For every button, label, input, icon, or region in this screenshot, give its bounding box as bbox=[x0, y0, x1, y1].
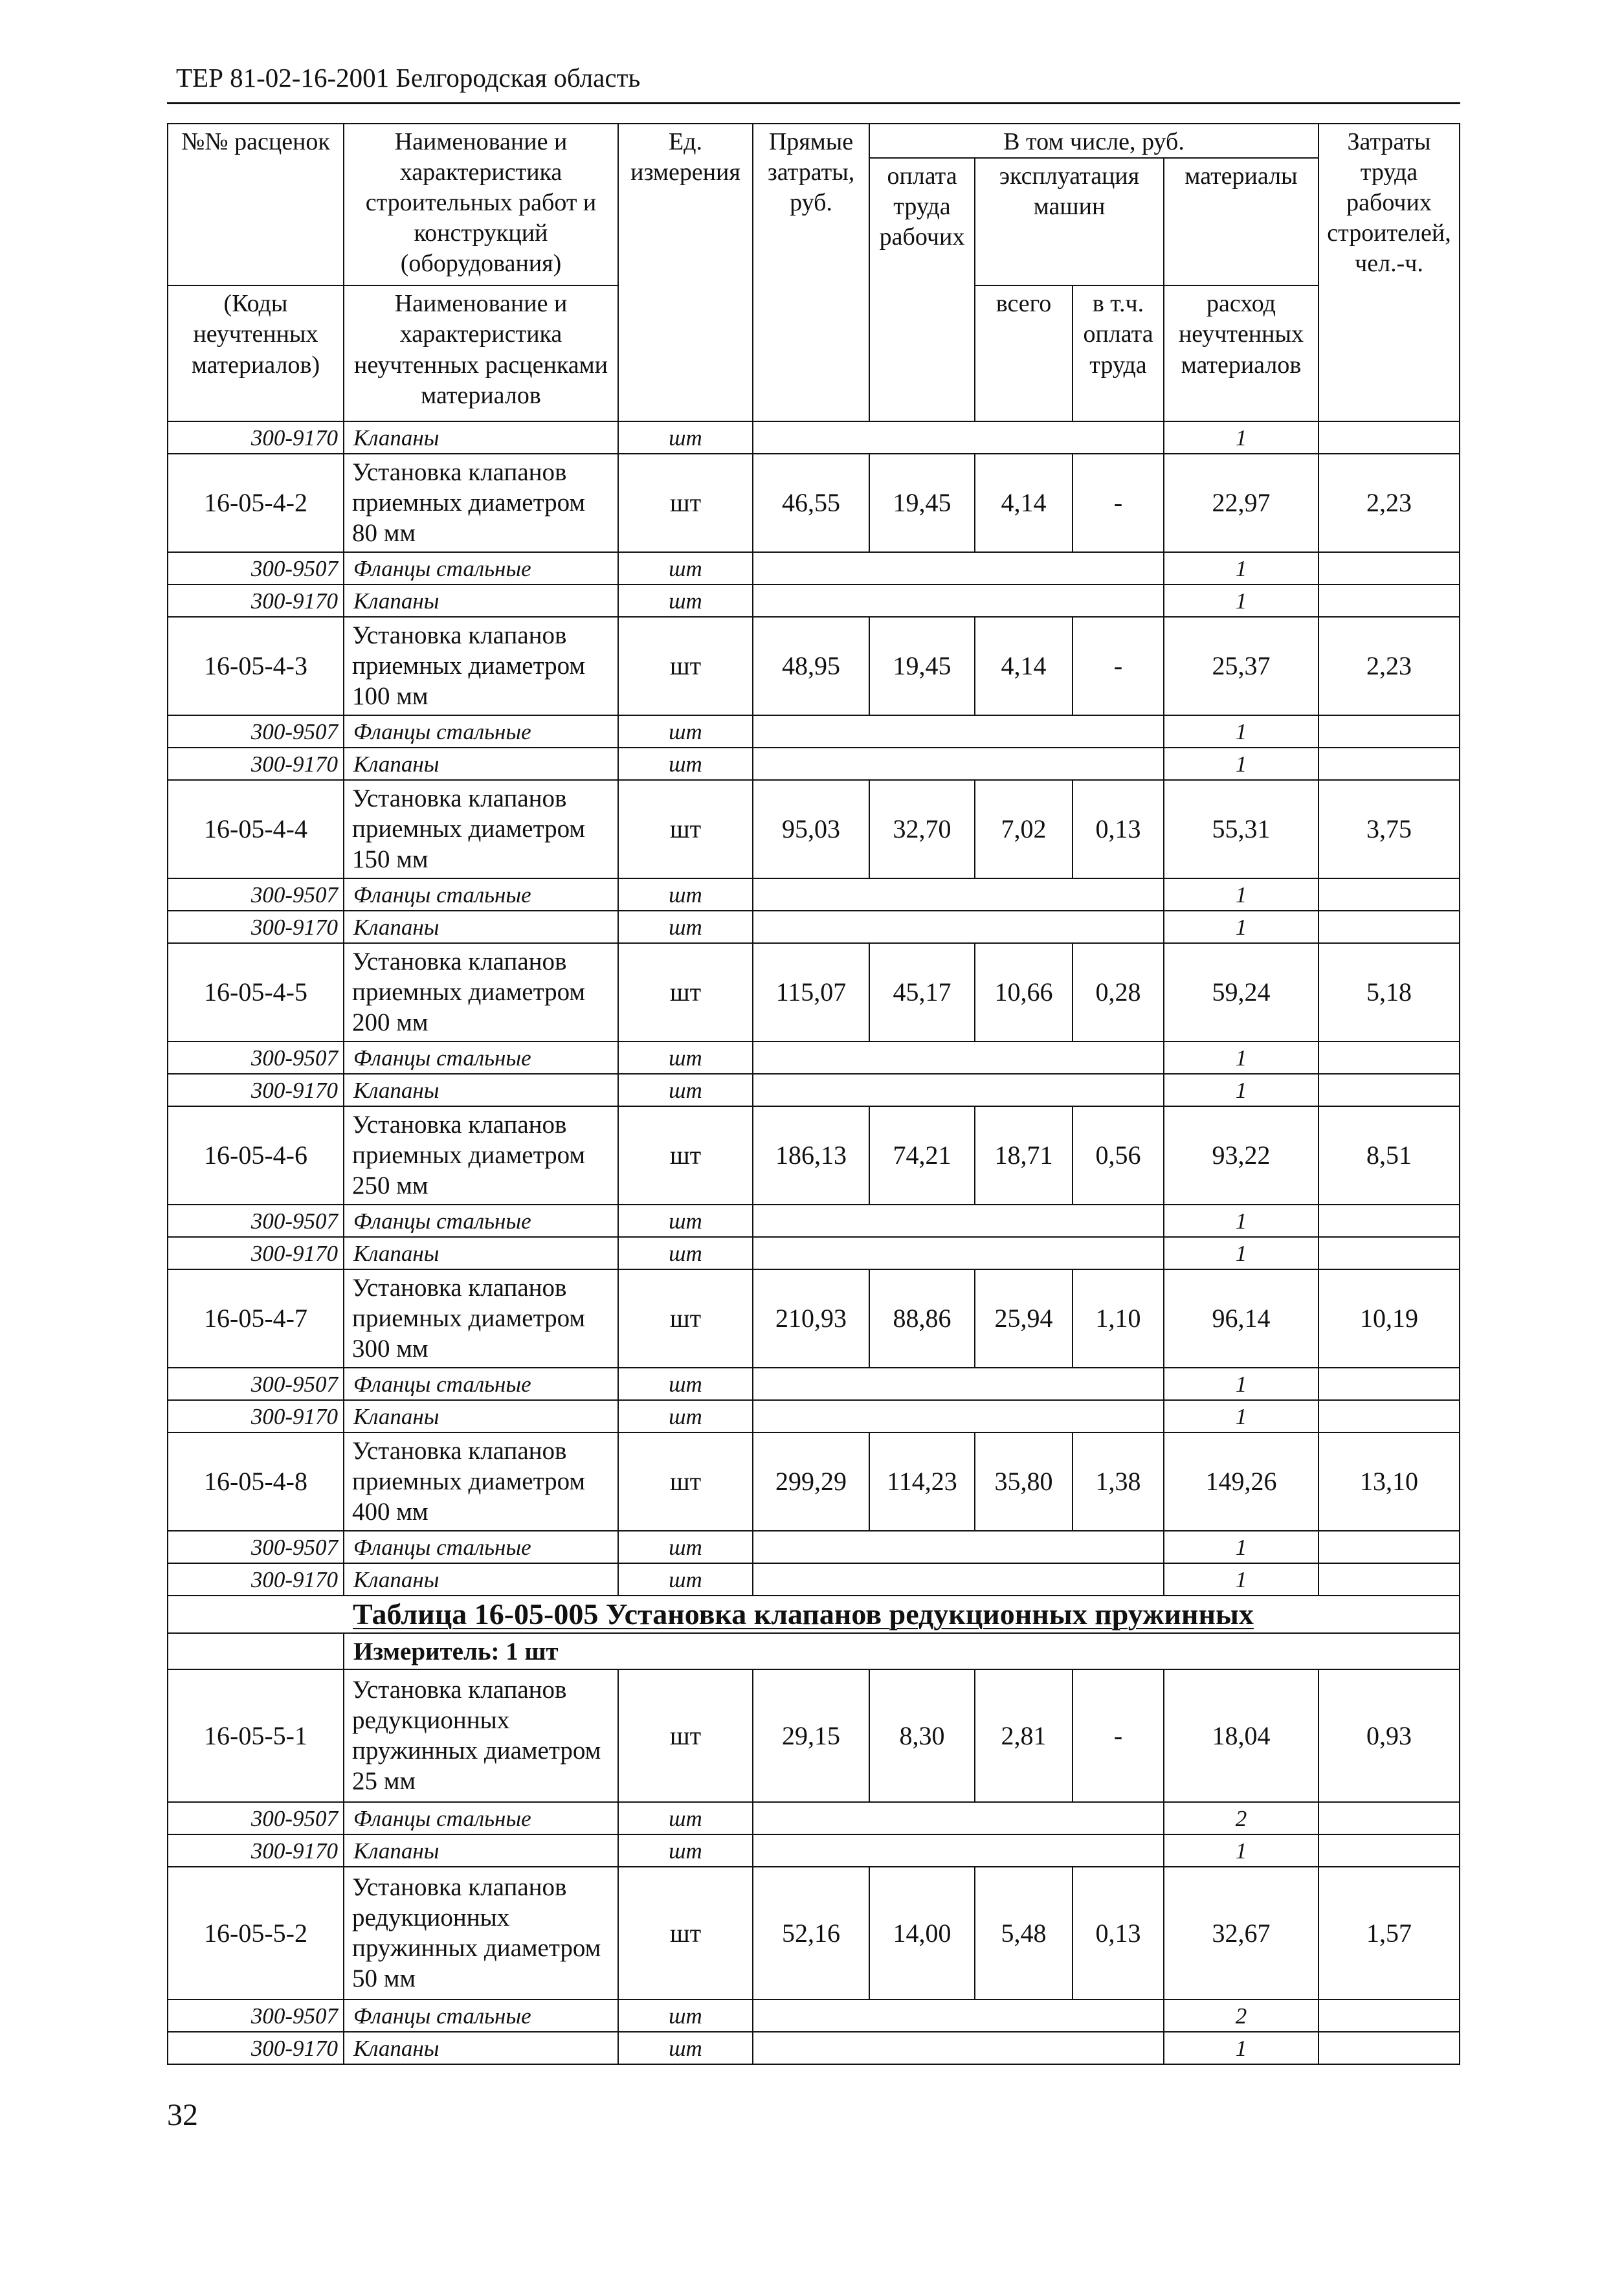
material-code: 300-9170 bbox=[168, 421, 344, 454]
rate-row bbox=[168, 943, 1460, 1041]
material-row bbox=[168, 1999, 1460, 2032]
material-blank bbox=[753, 911, 1164, 943]
rate-machines-total: 7,02 bbox=[975, 780, 1073, 878]
rate-row bbox=[168, 454, 1460, 552]
rate-code: 16-05-4-4 bbox=[168, 780, 344, 878]
material-unit: шт bbox=[618, 1531, 753, 1563]
material-row bbox=[168, 1205, 1460, 1237]
col-code-header: №№ расценок bbox=[168, 124, 344, 285]
material-qty: 1 bbox=[1164, 1531, 1318, 1563]
col-name-sub-header: Наименование и характеристика неучтенных расценками материалов bbox=[344, 285, 618, 421]
material-blank bbox=[753, 1368, 1164, 1400]
material-hours-blank bbox=[1318, 552, 1460, 585]
col-code-sub-header: (Коды неучтенных материалов) bbox=[168, 285, 344, 421]
material-name: Фланцы стальные bbox=[344, 552, 618, 585]
material-qty: 1 bbox=[1164, 1563, 1318, 1596]
col-unit-header: Ед. измерения bbox=[618, 124, 753, 421]
material-name: Фланцы стальные bbox=[344, 1041, 618, 1074]
material-code: 300-9170 bbox=[168, 1563, 344, 1596]
material-qty: 1 bbox=[1164, 1041, 1318, 1074]
material-unit: шт bbox=[618, 1237, 753, 1269]
material-name: Фланцы стальные bbox=[344, 878, 618, 911]
material-name: Фланцы стальные bbox=[344, 1205, 618, 1237]
material-hours-blank bbox=[1318, 1368, 1460, 1400]
material-blank bbox=[753, 1400, 1164, 1432]
rate-code: 16-05-4-6 bbox=[168, 1106, 344, 1205]
material-name: Клапаны bbox=[344, 911, 618, 943]
rate-machines-total: 5,48 bbox=[975, 1867, 1073, 1999]
material-blank bbox=[753, 1041, 1164, 1074]
rate-labor-hours: 10,19 bbox=[1318, 1269, 1460, 1368]
material-name: Клапаны bbox=[344, 748, 618, 780]
rate-name: Установка клапанов редукционных пружинных диаметром 25 мм bbox=[344, 1669, 618, 1802]
material-code: 300-9507 bbox=[168, 1999, 344, 2032]
material-hours-blank bbox=[1318, 1999, 1460, 2032]
machines-header-spacer bbox=[975, 222, 1164, 285]
material-blank bbox=[753, 1999, 1164, 2032]
rate-labor-pay: 14,00 bbox=[869, 1867, 975, 1999]
rate-materials: 59,24 bbox=[1164, 943, 1318, 1041]
table-title: Таблица 16-05-005 Установка клапанов редукционных пружинных bbox=[344, 1596, 1460, 1633]
rate-machines-total: 35,80 bbox=[975, 1432, 1073, 1531]
rate-machines-labor: 0,56 bbox=[1073, 1106, 1164, 1205]
rate-labor-hours: 8,51 bbox=[1318, 1106, 1460, 1205]
rate-machines-total: 4,14 bbox=[975, 454, 1073, 552]
rate-machines-total: 10,66 bbox=[975, 943, 1073, 1041]
rate-machines-labor: 0,13 bbox=[1073, 780, 1164, 878]
rate-labor-pay: 114,23 bbox=[869, 1432, 975, 1531]
material-code: 300-9507 bbox=[168, 1531, 344, 1563]
rate-code: 16-05-4-5 bbox=[168, 943, 344, 1041]
rate-direct-cost: 29,15 bbox=[753, 1669, 869, 1802]
material-row bbox=[168, 1531, 1460, 1563]
material-qty: 1 bbox=[1164, 421, 1318, 454]
material-name: Фланцы стальные bbox=[344, 1531, 618, 1563]
material-row bbox=[168, 1368, 1460, 1400]
material-hours-blank bbox=[1318, 878, 1460, 911]
material-blank bbox=[753, 715, 1164, 748]
rate-labor-pay: 74,21 bbox=[869, 1106, 975, 1205]
col-name-header: Наименование и характеристика строительных работ и конструкций (оборудования) bbox=[344, 124, 618, 285]
material-code: 300-9170 bbox=[168, 585, 344, 617]
material-unit: шт bbox=[618, 585, 753, 617]
material-code: 300-9507 bbox=[168, 1041, 344, 1074]
rate-labor-hours: 5,18 bbox=[1318, 943, 1460, 1041]
material-code: 300-9170 bbox=[168, 1074, 344, 1106]
rate-materials: 18,04 bbox=[1164, 1669, 1318, 1802]
col-materials-header: материалы bbox=[1164, 158, 1318, 222]
col-incl-header: В том числе, руб. bbox=[869, 124, 1318, 158]
rate-direct-cost: 186,13 bbox=[753, 1106, 869, 1205]
measure-unit-label: Измеритель: 1 шт bbox=[344, 1633, 1460, 1669]
material-unit: шт bbox=[618, 1563, 753, 1596]
rate-unit: шт bbox=[618, 1669, 753, 1802]
material-qty: 1 bbox=[1164, 1205, 1318, 1237]
material-hours-blank bbox=[1318, 1237, 1460, 1269]
rate-labor-pay: 19,45 bbox=[869, 454, 975, 552]
material-qty: 2 bbox=[1164, 1999, 1318, 2032]
rate-machines-labor: 0,28 bbox=[1073, 943, 1164, 1041]
material-name: Клапаны bbox=[344, 1400, 618, 1432]
material-unit: шт bbox=[618, 911, 753, 943]
rate-labor-pay: 32,70 bbox=[869, 780, 975, 878]
material-qty: 1 bbox=[1164, 585, 1318, 617]
rate-row bbox=[168, 1669, 1460, 1802]
rate-row bbox=[168, 617, 1460, 715]
material-code: 300-9170 bbox=[168, 911, 344, 943]
material-name: Клапаны bbox=[344, 1563, 618, 1596]
material-blank bbox=[753, 1237, 1164, 1269]
rate-labor-hours: 2,23 bbox=[1318, 617, 1460, 715]
material-hours-blank bbox=[1318, 1400, 1460, 1432]
material-code: 300-9507 bbox=[168, 715, 344, 748]
rate-materials: 93,22 bbox=[1164, 1106, 1318, 1205]
rate-materials: 55,31 bbox=[1164, 780, 1318, 878]
rate-labor-hours: 13,10 bbox=[1318, 1432, 1460, 1531]
measure-row bbox=[168, 1633, 1460, 1669]
rate-row bbox=[168, 1867, 1460, 1999]
material-qty: 1 bbox=[1164, 552, 1318, 585]
material-blank bbox=[753, 1834, 1164, 1867]
material-code: 300-9170 bbox=[168, 748, 344, 780]
col-materials-use-header: расход неучтенных материалов bbox=[1164, 285, 1318, 421]
rate-machines-labor: - bbox=[1073, 617, 1164, 715]
material-qty: 1 bbox=[1164, 1237, 1318, 1269]
material-unit: шт bbox=[618, 421, 753, 454]
material-name: Клапаны bbox=[344, 1834, 618, 1867]
material-hours-blank bbox=[1318, 421, 1460, 454]
rate-name: Установка клапанов приемных диаметром 400 мм bbox=[344, 1432, 618, 1531]
rate-code: 16-05-5-2 bbox=[168, 1867, 344, 1999]
material-qty: 1 bbox=[1164, 715, 1318, 748]
rate-code: 16-05-4-3 bbox=[168, 617, 344, 715]
material-unit: шт bbox=[618, 1999, 753, 2032]
material-hours-blank bbox=[1318, 911, 1460, 943]
material-row bbox=[168, 911, 1460, 943]
material-row bbox=[168, 1041, 1460, 1074]
material-code: 300-9507 bbox=[168, 552, 344, 585]
rate-machines-total: 2,81 bbox=[975, 1669, 1073, 1802]
material-unit: шт bbox=[618, 715, 753, 748]
rate-row bbox=[168, 780, 1460, 878]
rate-name: Установка клапанов приемных диаметром 200 мм bbox=[344, 943, 618, 1041]
material-unit: шт bbox=[618, 1074, 753, 1106]
table-title-row bbox=[168, 1596, 1460, 1633]
material-code: 300-9170 bbox=[168, 2032, 344, 2064]
rate-code: 16-05-5-1 bbox=[168, 1669, 344, 1802]
material-blank bbox=[753, 1205, 1164, 1237]
rate-machines-labor: - bbox=[1073, 1669, 1164, 1802]
material-hours-blank bbox=[1318, 1834, 1460, 1867]
rate-code: 16-05-4-8 bbox=[168, 1432, 344, 1531]
rate-machines-labor: - bbox=[1073, 454, 1164, 552]
rate-name: Установка клапанов приемных диаметром 80 мм bbox=[344, 454, 618, 552]
material-hours-blank bbox=[1318, 1531, 1460, 1563]
rate-labor-pay: 19,45 bbox=[869, 617, 975, 715]
rate-labor-hours: 0,93 bbox=[1318, 1669, 1460, 1802]
material-name: Фланцы стальные bbox=[344, 1802, 618, 1834]
material-name: Фланцы стальные bbox=[344, 715, 618, 748]
rate-materials: 32,67 bbox=[1164, 1867, 1318, 1999]
material-name: Клапаны bbox=[344, 2032, 618, 2064]
material-code: 300-9507 bbox=[168, 1802, 344, 1834]
material-blank bbox=[753, 878, 1164, 911]
material-row bbox=[168, 1563, 1460, 1596]
rate-materials: 149,26 bbox=[1164, 1432, 1318, 1531]
col-machines-header: эксплуатация машин bbox=[975, 158, 1164, 222]
rate-unit: шт bbox=[618, 1867, 753, 1999]
rate-labor-hours: 3,75 bbox=[1318, 780, 1460, 878]
material-row bbox=[168, 878, 1460, 911]
rate-name: Установка клапанов приемных диаметром 250 мм bbox=[344, 1106, 618, 1205]
material-code: 300-9507 bbox=[168, 1205, 344, 1237]
material-name: Фланцы стальные bbox=[344, 1368, 618, 1400]
materials-header-spacer bbox=[1164, 222, 1318, 285]
material-unit: шт bbox=[618, 1205, 753, 1237]
rate-materials: 96,14 bbox=[1164, 1269, 1318, 1368]
header-rule bbox=[167, 102, 1460, 104]
material-qty: 1 bbox=[1164, 748, 1318, 780]
material-hours-blank bbox=[1318, 1074, 1460, 1106]
material-qty: 2 bbox=[1164, 1802, 1318, 1834]
material-code: 300-9507 bbox=[168, 878, 344, 911]
material-row bbox=[168, 421, 1460, 454]
material-qty: 1 bbox=[1164, 1834, 1318, 1867]
rate-machines-total: 18,71 bbox=[975, 1106, 1073, 1205]
col-labor-cost-header: Затраты труда рабочих строителей, чел.-ч. bbox=[1318, 124, 1460, 421]
material-qty: 1 bbox=[1164, 878, 1318, 911]
rate-labor-pay: 8,30 bbox=[869, 1669, 975, 1802]
material-row bbox=[168, 748, 1460, 780]
material-row bbox=[168, 1237, 1460, 1269]
material-unit: шт bbox=[618, 1400, 753, 1432]
material-unit: шт bbox=[618, 1041, 753, 1074]
rate-name: Установка клапанов приемных диаметром 150 мм bbox=[344, 780, 618, 878]
rate-direct-cost: 299,29 bbox=[753, 1432, 869, 1531]
rate-name: Установка клапанов приемных диаметром 300 мм bbox=[344, 1269, 618, 1368]
material-row bbox=[168, 1400, 1460, 1432]
measure-spacer bbox=[168, 1633, 344, 1669]
material-qty: 1 bbox=[1164, 2032, 1318, 2064]
rate-labor-hours: 1,57 bbox=[1318, 1867, 1460, 1999]
material-name: Клапаны bbox=[344, 421, 618, 454]
material-unit: шт bbox=[618, 552, 753, 585]
material-hours-blank bbox=[1318, 715, 1460, 748]
material-hours-blank bbox=[1318, 1041, 1460, 1074]
material-blank bbox=[753, 585, 1164, 617]
material-row bbox=[168, 552, 1460, 585]
rate-materials: 22,97 bbox=[1164, 454, 1318, 552]
material-unit: шт bbox=[618, 1802, 753, 1834]
rate-machines-labor: 1,10 bbox=[1073, 1269, 1164, 1368]
material-name: Клапаны bbox=[344, 1074, 618, 1106]
material-qty: 1 bbox=[1164, 1400, 1318, 1432]
rate-unit: шт bbox=[618, 1432, 753, 1531]
rate-unit: шт bbox=[618, 1106, 753, 1205]
rate-direct-cost: 46,55 bbox=[753, 454, 869, 552]
rate-name: Установка клапанов редукционных пружинных диаметром 50 мм bbox=[344, 1867, 618, 1999]
material-unit: шт bbox=[618, 878, 753, 911]
rate-unit: шт bbox=[618, 617, 753, 715]
material-blank bbox=[753, 748, 1164, 780]
rates-table bbox=[167, 123, 1460, 2065]
material-blank bbox=[753, 421, 1164, 454]
material-row bbox=[168, 1074, 1460, 1106]
col-labor-pay-header: оплата труда рабочих bbox=[869, 158, 975, 421]
material-hours-blank bbox=[1318, 748, 1460, 780]
rate-name: Установка клапанов приемных диаметром 100 мм bbox=[344, 617, 618, 715]
rate-materials: 25,37 bbox=[1164, 617, 1318, 715]
page-header: ТЕР 81-02-16-2001 Белгородская область bbox=[176, 63, 641, 93]
material-code: 300-9507 bbox=[168, 1368, 344, 1400]
material-blank bbox=[753, 1563, 1164, 1596]
material-hours-blank bbox=[1318, 585, 1460, 617]
material-blank bbox=[753, 1074, 1164, 1106]
rate-machines-total: 4,14 bbox=[975, 617, 1073, 715]
material-code: 300-9170 bbox=[168, 1237, 344, 1269]
rate-direct-cost: 95,03 bbox=[753, 780, 869, 878]
page-number: 32 bbox=[167, 2098, 198, 2132]
material-row bbox=[168, 1802, 1460, 1834]
material-row bbox=[168, 2032, 1460, 2064]
material-code: 300-9170 bbox=[168, 1834, 344, 1867]
material-name: Клапаны bbox=[344, 585, 618, 617]
rate-machines-total: 25,94 bbox=[975, 1269, 1073, 1368]
rate-row bbox=[168, 1432, 1460, 1531]
material-blank bbox=[753, 1531, 1164, 1563]
material-blank bbox=[753, 552, 1164, 585]
material-qty: 1 bbox=[1164, 1368, 1318, 1400]
rate-unit: шт bbox=[618, 454, 753, 552]
material-blank bbox=[753, 2032, 1164, 2064]
rate-direct-cost: 52,16 bbox=[753, 1867, 869, 1999]
table-title-spacer bbox=[168, 1596, 344, 1633]
rate-code: 16-05-4-2 bbox=[168, 454, 344, 552]
material-unit: шт bbox=[618, 1834, 753, 1867]
material-row bbox=[168, 1834, 1460, 1867]
col-direct-header: Прямые затраты, руб. bbox=[753, 124, 869, 421]
rate-row bbox=[168, 1269, 1460, 1368]
material-qty: 1 bbox=[1164, 1074, 1318, 1106]
material-blank bbox=[753, 1802, 1164, 1834]
material-code: 300-9170 bbox=[168, 1400, 344, 1432]
material-hours-blank bbox=[1318, 2032, 1460, 2064]
material-hours-blank bbox=[1318, 1802, 1460, 1834]
material-row bbox=[168, 585, 1460, 617]
rate-direct-cost: 48,95 bbox=[753, 617, 869, 715]
rate-machines-labor: 1,38 bbox=[1073, 1432, 1164, 1531]
material-name: Фланцы стальные bbox=[344, 1999, 618, 2032]
col-machines-total-header: всего bbox=[975, 285, 1073, 421]
material-unit: шт bbox=[618, 748, 753, 780]
material-unit: шт bbox=[618, 1368, 753, 1400]
rate-labor-hours: 2,23 bbox=[1318, 454, 1460, 552]
rate-row bbox=[168, 1106, 1460, 1205]
material-hours-blank bbox=[1318, 1563, 1460, 1596]
rate-code: 16-05-4-7 bbox=[168, 1269, 344, 1368]
rate-unit: шт bbox=[618, 780, 753, 878]
material-qty: 1 bbox=[1164, 911, 1318, 943]
rate-unit: шт bbox=[618, 1269, 753, 1368]
rate-direct-cost: 210,93 bbox=[753, 1269, 869, 1368]
col-machines-labor-header: в т.ч. оплата труда bbox=[1073, 285, 1164, 421]
rate-machines-labor: 0,13 bbox=[1073, 1867, 1164, 1999]
material-name: Клапаны bbox=[344, 1237, 618, 1269]
rate-labor-pay: 45,17 bbox=[869, 943, 975, 1041]
rate-unit: шт bbox=[618, 943, 753, 1041]
material-unit: шт bbox=[618, 2032, 753, 2064]
rate-direct-cost: 115,07 bbox=[753, 943, 869, 1041]
material-row bbox=[168, 715, 1460, 748]
material-hours-blank bbox=[1318, 1205, 1460, 1237]
rate-labor-pay: 88,86 bbox=[869, 1269, 975, 1368]
